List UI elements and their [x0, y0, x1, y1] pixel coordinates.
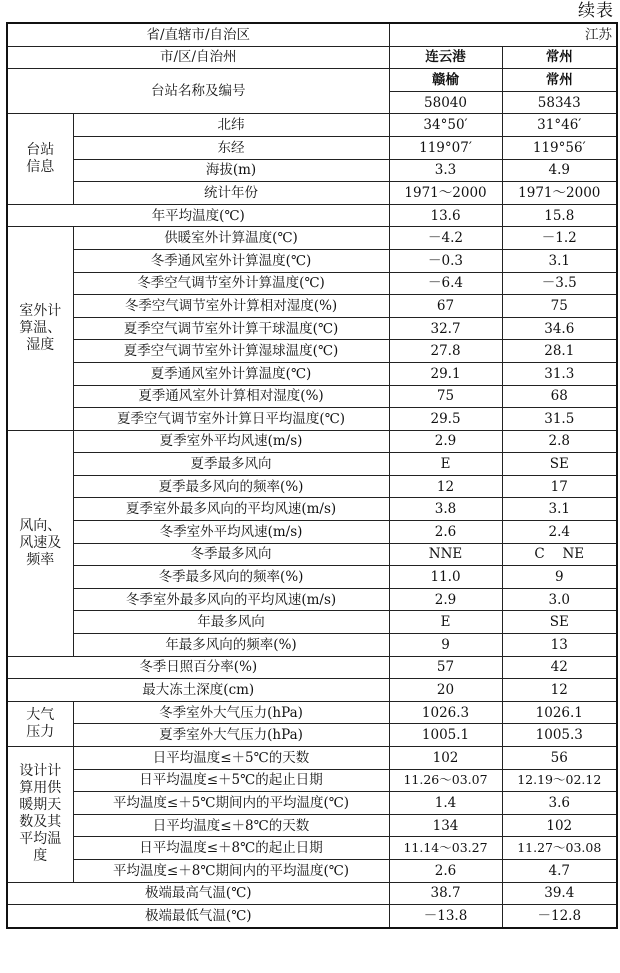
table-row	[7, 656, 617, 679]
row-value-1: 2.9	[389, 588, 502, 611]
row-label: 夏季空气调节室外计算湿球温度(℃)	[73, 340, 389, 363]
row-label: 日平均温度≤＋8℃的起止日期	[73, 837, 389, 860]
table-row	[7, 249, 617, 272]
row-value-1: NNE	[389, 543, 502, 566]
group-wind: 风向、风速及频率	[7, 430, 73, 656]
row-value-2: 1026.1	[502, 701, 617, 724]
station-label: 台站名称及编号	[7, 69, 389, 114]
group-station-info: 台站信息	[7, 114, 73, 204]
row-label: 供暖室外计算温度(℃)	[73, 227, 389, 250]
row-value-2: 3.1	[502, 249, 617, 272]
row-label: 夏季空气调节室外计算日平均温度(℃)	[73, 408, 389, 431]
row-value-1: 11.0	[389, 566, 502, 589]
table-row	[7, 611, 617, 634]
row-value-1: －6.4	[389, 272, 502, 295]
table-row	[7, 634, 617, 657]
row-value-1: 1971～2000	[389, 182, 502, 205]
row-value-1: 67	[389, 295, 502, 318]
table-row	[7, 475, 617, 498]
row-value-2: 119°56′	[502, 136, 617, 159]
row-value-2: 1971～2000	[502, 182, 617, 205]
row-label: 年最多风向的频率(%)	[73, 634, 389, 657]
row-value-2: 2.8	[502, 430, 617, 453]
row-value-1: 3.3	[389, 159, 502, 182]
row-value-2: 3.0	[502, 588, 617, 611]
row-value-2: 39.4	[502, 882, 617, 905]
row-label: 夏季最多风向	[73, 453, 389, 476]
row-label: 东经	[73, 136, 389, 159]
row-value-2: 2.4	[502, 521, 617, 544]
province-label: 省/直辖市/自治区	[7, 23, 389, 46]
row-label: 夏季最多风向的频率(%)	[73, 475, 389, 498]
row-value-2: －12.8	[502, 905, 617, 928]
row-value-2: C NE	[502, 543, 617, 566]
row-label: 冬季最多风向	[73, 543, 389, 566]
row-label: 冬季通风室外计算温度(℃)	[73, 249, 389, 272]
row-value-2: 4.7	[502, 859, 617, 882]
row-value-1: 9	[389, 634, 502, 657]
table-row	[7, 385, 617, 408]
row-label: 夏季室外大气压力(hPa)	[73, 724, 389, 747]
row-value-2: 42	[502, 656, 617, 679]
row-value-1: 57	[389, 656, 502, 679]
row-value-2: 31.5	[502, 408, 617, 431]
row-value-2: 102	[502, 814, 617, 837]
row-value-1: 2.6	[389, 521, 502, 544]
table-row	[7, 543, 617, 566]
table-row	[7, 204, 617, 227]
row-value-1: －4.2	[389, 227, 502, 250]
row-value-1: 29.1	[389, 362, 502, 385]
table-row	[7, 182, 617, 205]
row-label: 极端最高气温(℃)	[7, 882, 389, 905]
row-value-1: 38.7	[389, 882, 502, 905]
row-label: 夏季通风室外计算相对湿度(%)	[73, 385, 389, 408]
table-row	[7, 566, 617, 589]
row-value-2: 12	[502, 679, 617, 702]
row-value-1: 20	[389, 679, 502, 702]
row-value-2: SE	[502, 611, 617, 634]
row-value-2: －3.5	[502, 272, 617, 295]
city-2: 常州	[502, 46, 617, 69]
climate-data-table	[6, 22, 618, 929]
row-label: 冬季日照百分率(%)	[7, 656, 389, 679]
table-row	[7, 859, 617, 882]
row-value-2: 3.1	[502, 498, 617, 521]
station-name-1: 赣榆	[389, 69, 502, 92]
table-row	[7, 408, 617, 431]
row-value-1: 34°50′	[389, 114, 502, 137]
row-value-2: 11.27～03.08	[502, 837, 617, 860]
row-value-2: 31°46′	[502, 114, 617, 137]
table-row	[7, 882, 617, 905]
continued-table-label: 续表	[578, 1, 614, 21]
table-row	[7, 837, 617, 860]
table-row	[7, 747, 617, 770]
row-value-1: 13.6	[389, 204, 502, 227]
row-value-1: 11.14～03.27	[389, 837, 502, 860]
row-value-1: 2.6	[389, 859, 502, 882]
row-label: 平均温度≤＋5℃期间内的平均温度(℃)	[73, 792, 389, 815]
table-row	[7, 769, 617, 792]
city-row	[7, 46, 617, 69]
row-label: 冬季空气调节室外计算相对湿度(%)	[73, 295, 389, 318]
row-label: 冬季室外大气压力(hPa)	[73, 701, 389, 724]
table-row	[7, 362, 617, 385]
row-label: 北纬	[73, 114, 389, 137]
row-value-2: 68	[502, 385, 617, 408]
table-row	[7, 905, 617, 928]
row-label: 日平均温度≤＋8℃的天数	[73, 814, 389, 837]
table-row	[7, 498, 617, 521]
row-value-2: 9	[502, 566, 617, 589]
row-value-2: 4.9	[502, 159, 617, 182]
row-value-1: 12	[389, 475, 502, 498]
row-value-1: 27.8	[389, 340, 502, 363]
row-value-1: 1005.1	[389, 724, 502, 747]
group-outdoor-temp-humidity: 室外计算温、湿度	[7, 227, 73, 430]
station-name-2: 常州	[502, 69, 617, 92]
row-label: 夏季空气调节室外计算干球温度(℃)	[73, 317, 389, 340]
row-label: 夏季通风室外计算温度(℃)	[73, 362, 389, 385]
row-label: 冬季室外最多风向的平均风速(m/s)	[73, 588, 389, 611]
row-label: 日平均温度≤＋5℃的天数	[73, 747, 389, 770]
row-label: 极端最低气温(℃)	[7, 905, 389, 928]
row-label: 年最多风向	[73, 611, 389, 634]
row-label: 冬季室外平均风速(m/s)	[73, 521, 389, 544]
table-row	[7, 724, 617, 747]
row-value-1: 32.7	[389, 317, 502, 340]
group-heating-period: 设计计算用供暖期天数及其平均温度	[7, 747, 73, 883]
row-value-1: 119°07′	[389, 136, 502, 159]
province-value: 江苏	[389, 23, 617, 46]
row-value-1: 11.26～03.07	[389, 769, 502, 792]
province-row	[7, 23, 617, 46]
row-value-1: 1.4	[389, 792, 502, 815]
row-value-1: －13.8	[389, 905, 502, 928]
table-row	[7, 430, 617, 453]
row-value-2: 17	[502, 475, 617, 498]
city-label: 市/区/自治州	[7, 46, 389, 69]
row-value-2: 12.19～02.12	[502, 769, 617, 792]
row-value-1: E	[389, 611, 502, 634]
table-row	[7, 701, 617, 724]
table-row	[7, 588, 617, 611]
row-value-2: 1005.3	[502, 724, 617, 747]
row-value-1: 75	[389, 385, 502, 408]
row-label: 冬季空气调节室外计算温度(℃)	[73, 272, 389, 295]
table-row	[7, 317, 617, 340]
row-value-2: 31.3	[502, 362, 617, 385]
table-row	[7, 227, 617, 250]
table-row	[7, 792, 617, 815]
table-row	[7, 159, 617, 182]
row-value-1: －0.3	[389, 249, 502, 272]
row-value-2: 15.8	[502, 204, 617, 227]
row-value-2: 34.6	[502, 317, 617, 340]
table-row	[7, 272, 617, 295]
row-label: 冬季最多风向的频率(%)	[73, 566, 389, 589]
table-row	[7, 679, 617, 702]
row-value-2: 75	[502, 295, 617, 318]
row-label: 最大冻土深度(cm)	[7, 679, 389, 702]
table-row	[7, 453, 617, 476]
row-value-2: SE	[502, 453, 617, 476]
table-row	[7, 521, 617, 544]
row-value-2: 56	[502, 747, 617, 770]
row-value-1: 29.5	[389, 408, 502, 431]
city-1: 连云港	[389, 46, 502, 69]
table-row	[7, 136, 617, 159]
row-value-1: 134	[389, 814, 502, 837]
station-id-2: 58343	[502, 91, 617, 114]
station-name-row	[7, 69, 617, 92]
row-value-2: 3.6	[502, 792, 617, 815]
table-row	[7, 295, 617, 318]
row-value-2: 28.1	[502, 340, 617, 363]
table-row	[7, 340, 617, 363]
row-label: 夏季室外平均风速(m/s)	[73, 430, 389, 453]
row-label: 年平均温度(℃)	[7, 204, 389, 227]
group-pressure: 大气压力	[7, 701, 73, 746]
table-row	[7, 114, 617, 137]
row-value-1: E	[389, 453, 502, 476]
row-label: 平均温度≤＋8℃期间内的平均温度(℃)	[73, 859, 389, 882]
row-label: 夏季室外最多风向的平均风速(m/s)	[73, 498, 389, 521]
row-value-1: 3.8	[389, 498, 502, 521]
row-label: 海拔(m)	[73, 159, 389, 182]
row-value-1: 2.9	[389, 430, 502, 453]
row-value-1: 102	[389, 747, 502, 770]
row-value-2: －1.2	[502, 227, 617, 250]
row-value-2: 13	[502, 634, 617, 657]
row-label: 日平均温度≤＋5℃的起止日期	[73, 769, 389, 792]
table-row	[7, 814, 617, 837]
station-id-1: 58040	[389, 91, 502, 114]
row-label: 统计年份	[73, 182, 389, 205]
row-value-1: 1026.3	[389, 701, 502, 724]
